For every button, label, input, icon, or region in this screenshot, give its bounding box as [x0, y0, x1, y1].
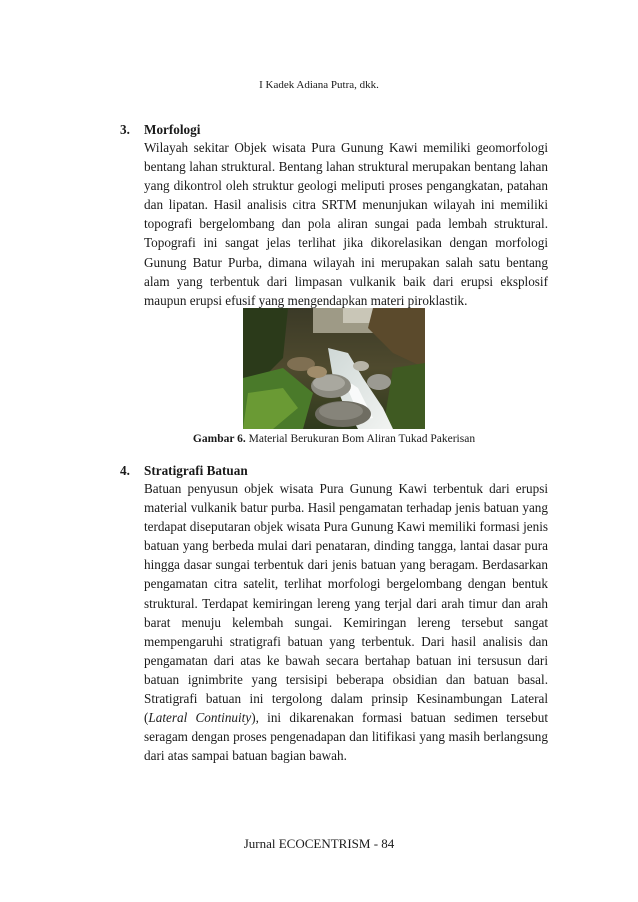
- caption-text: Material Berukuran Bom Aliran Tukad Pakerisan: [245, 433, 476, 445]
- body-text: ), ini dikarenakan formasi batuan sedimen tersebut seragam dengan proses pengenadapan dan litifikasi yang masih berlangsung dari atas sampai batuan bagian bawah.: [144, 710, 548, 764]
- section-number: 4.: [120, 463, 130, 478]
- section-title: Morfologi: [144, 122, 201, 137]
- photo-illustration: [243, 308, 425, 429]
- section-body: [144, 479, 548, 765]
- section-heading: [120, 463, 548, 479]
- body-italic-term: Lateral Continuity: [148, 710, 252, 726]
- figure-caption: [120, 433, 548, 445]
- section-title: Stratigrafi Batuan: [144, 463, 248, 478]
- section-heading: [120, 122, 548, 138]
- running-head: I Kadek Adiana Putra, dkk.: [259, 79, 379, 91]
- section-body: Wilayah sekitar Objek wisata Pura Gunung Kawi memiliki geomorfologi bentang lahan struktural. Bentang lahan struktural merupakan bentang lahan yang dikontrol oleh struktur geologi meliputi proses pengangkatan, patahan dan lipatan. Hasil analisis citra SRTM menunjukan wilayah ini memiliki topografi bergelombang dan pola aliran sungai pada lembah struktural. Topografi ini sangat jelas terlihat jika dikorelasikan dengan morfologi Gunung Batur Purba, dimana wilayah ini merupakan salah satu bentang alam yang terbentuk dari limpasan vulkanik baik dari erupsi eksplosif maupun erupsi efusif yang mengendapkan materi piroklastik.: [144, 140, 548, 308]
- caption-label: Gambar 6.: [192, 433, 246, 445]
- section-number: 3.: [120, 122, 130, 137]
- journal-footer: Jurnal ECOCENTRISM - 84: [243, 836, 395, 851]
- section-morfologi: [120, 122, 548, 310]
- body-text: Batuan penyusun objek wisata Pura Gunung Kawi terbentuk dari erupsi material vulkanik batur purba. Hasil pengamatan terhadap jenis batuan yang terdapat diseputaran objek wisata Pura Gunung Kawi memiliki formasi jenis batuan yang berbeda mulai dari penataran, dinding tangga, lantai dasar pura hingga dasar sungai terbentuk dari jenis batuan yang beragam. Berdasarkan pengamatan citra satelit, terlihat morfologi bergelombang dengan bentuk struktural. Terdapat kemiringan lereng yang terjal dari arah timur dan arah barat menuju kelembah sungai. Kemiringan lereng tersebut sangat mempengaruhi stratigrafi batuan yang terbentuk. Dari hasil analisis dan pengamatan dari atas ke bawah secara bertahap batuan ini tersusun dari batuan ignimbrite yang tersisipi beberapa obsidian dan batuan basal. Stratigrafi batuan ini tergolong dalam prinsip Kesinambungan Lateral (: [144, 481, 548, 726]
- river-boulders-photo: [243, 308, 425, 429]
- section-stratigrafi: [120, 463, 548, 765]
